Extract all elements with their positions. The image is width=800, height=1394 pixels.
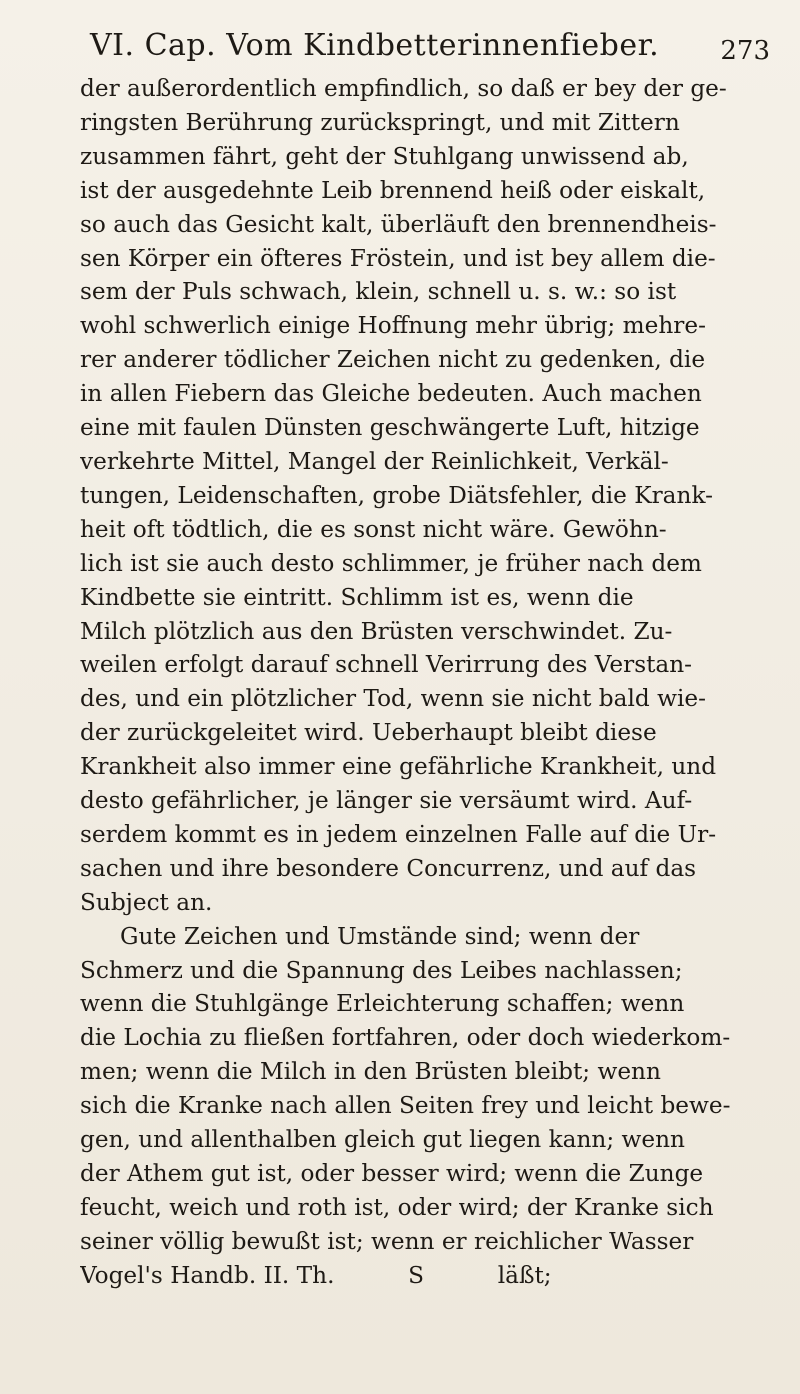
body-text xyxy=(80,72,780,1293)
text-line: men; wenn die Milch in den Brüsten bleibt; wenn xyxy=(80,1058,661,1086)
text-line: verkehrte Mittel, Mangel der Reinlichkeit, Verkäl- xyxy=(80,447,669,475)
page-number: 273 xyxy=(720,36,770,66)
text-line: wohl schwerlich einige Hoffnung mehr übrig; mehre- xyxy=(80,312,706,340)
text-line: die Lochia zu fließen fortfahren, oder doch wiederkom- xyxy=(80,1024,731,1052)
text-line: der zurückgeleitet wird. Ueberhaupt bleibt diese xyxy=(80,719,657,747)
text-line: wenn die Stuhlgänge Erleichterung schaffen; wenn xyxy=(80,990,685,1018)
text-line: serdem kommt es in jedem einzelnen Falle auf die Ur- xyxy=(80,820,717,848)
text-line: zusammen fährt, geht der Stuhlgang unwissend ab, xyxy=(80,142,689,170)
text-line: feucht, weich und roth ist, oder wird; der Kranke sich xyxy=(80,1193,714,1221)
text-line: in allen Fiebern das Gleiche bedeuten. Auch machen xyxy=(80,380,702,408)
text-line: sich die Kranke nach allen Seiten frey und leicht bewe- xyxy=(80,1092,731,1120)
text-line: weilen erfolgt darauf schnell Verirrung des Verstan- xyxy=(80,651,693,679)
text-line: ist der ausgedehnte Leib brennend heiß oder eiskalt, xyxy=(80,176,706,204)
text-line: seiner völlig bewußt ist; wenn er reichlicher Wasser xyxy=(80,1227,694,1255)
text-line: tungen, Leidenschaften, grobe Diätsfehler, die Krank- xyxy=(80,481,713,509)
page-header xyxy=(60,8,770,78)
text-line: sachen und ihre besondere Concurrenz, und auf das xyxy=(80,854,697,882)
text-line: ringsten Berührung zurückspringt, und mit Zittern xyxy=(80,108,680,136)
running-title: VI. Cap. Vom Kindbetterinnenfieber. xyxy=(90,28,660,63)
text-line: desto gefährlicher, je länger sie versäumt wird. Auf- xyxy=(80,787,693,815)
text-line: so auch das Gesicht kalt, überläuft den brennendheis- xyxy=(80,210,717,238)
text-line: heit oft tödtlich, die es sonst nicht wäre. Gewöhn- xyxy=(80,515,667,543)
text-line: lich ist sie auch desto schlimmer, je früher nach dem xyxy=(80,549,702,577)
text-line: sen Körper ein öfteres Fröstein, und ist bey allem die- xyxy=(80,244,716,272)
text-line: Schmerz und die Spannung des Leibes nachlassen; xyxy=(80,956,683,984)
text-line: der Athem gut ist, oder besser wird; wenn die Zunge xyxy=(80,1160,704,1187)
text-line: sem der Puls schwach, klein, schnell u. s. w.: so ist xyxy=(80,278,677,306)
text-line: gen, und allenthalben gleich gut liegen kann; wenn xyxy=(80,1126,685,1154)
text-line: Subject an. xyxy=(80,888,213,916)
text-line: rer anderer tödlicher Zeichen nicht zu gedenken, die xyxy=(80,346,706,374)
text-line: Milch plötzlich aus den Brüsten verschwindet. Zu- xyxy=(80,617,673,645)
text-line: des, und ein plötzlicher Tod, wenn sie nicht bald wie- xyxy=(80,685,706,713)
paragraph-start-line: Gute Zeichen und Umstände sind; wenn der xyxy=(120,922,640,950)
text-line: Krankheit also immer eine gefährliche Krankheit, und xyxy=(80,753,717,781)
text-line: eine mit faulen Dünsten geschwängerte Luft, hitzige xyxy=(80,414,700,442)
signature-line: Vogel's Handb. II. Th. S läßt; xyxy=(80,1261,552,1289)
text-line: der außerordentlich empfindlich, so daß er bey der ge- xyxy=(80,75,727,102)
text-line: Kindbette sie eintritt. Schlimm ist es, wenn die xyxy=(80,583,634,611)
